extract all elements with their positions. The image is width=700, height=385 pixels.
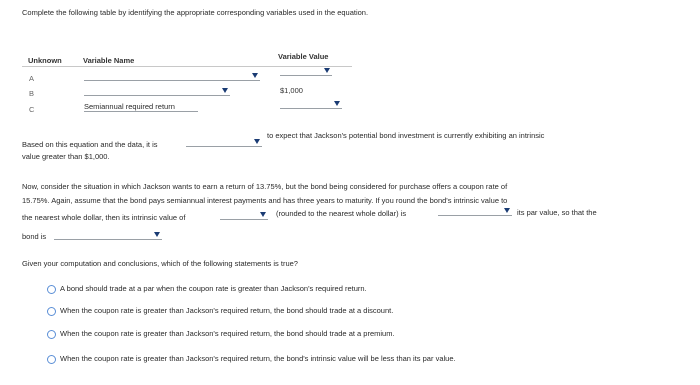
conclusion-line2: value greater than $1,000. xyxy=(22,152,110,161)
instruction-text: Complete the following table by identifying the appropriate corresponding variables used in the equation. xyxy=(22,8,369,17)
comparison-dropdown[interactable] xyxy=(438,206,512,216)
intrinsic-value-dropdown[interactable] xyxy=(220,210,268,220)
conclusion-dropdown[interactable] xyxy=(186,137,262,147)
conclusion-line1-before: Based on this equation and the data, it is xyxy=(22,140,158,149)
row-b-variable-name-dropdown[interactable] xyxy=(84,86,230,96)
chevron-down-icon xyxy=(324,68,330,73)
scenario-line3-a: the nearest whole dollar, then its intrinsic value of xyxy=(22,213,186,222)
option-label-2: When the coupon rate is greater than Jackson's required return, the bond should trade at a discount. xyxy=(60,306,394,315)
chevron-down-icon xyxy=(154,232,160,237)
scenario-line3-b: (rounded to the nearest whole dollar) is xyxy=(276,209,407,218)
chevron-down-icon xyxy=(334,101,340,106)
row-c-unknown: C xyxy=(29,105,35,114)
chevron-down-icon xyxy=(254,139,260,144)
option-radio-2[interactable] xyxy=(47,307,56,316)
bond-trade-dropdown[interactable] xyxy=(54,230,162,240)
option-label-3: When the coupon rate is greater than Jackson's required return, the bond should trade at a premium. xyxy=(60,329,395,338)
scenario-line2: 15.75%. Again, assume that the bond pays semiannual interest payments and has three years to maturity. If you round the bond's intrinsic value to xyxy=(22,196,508,205)
chevron-down-icon xyxy=(504,208,510,213)
scenario-line4: bond is xyxy=(22,232,47,241)
chevron-down-icon xyxy=(222,88,228,93)
row-b-unknown: B xyxy=(29,89,35,98)
row-b-variable-value: $1,000 xyxy=(280,86,303,95)
option-radio-4[interactable] xyxy=(47,355,56,364)
header-variable-value: Variable Value xyxy=(278,52,329,61)
row-a-variable-value-dropdown[interactable] xyxy=(280,66,332,76)
scenario-line1: Now, consider the situation in which Jackson wants to earn a return of 13.75%, but the bond being considered for purchase offers a coupon rate of xyxy=(22,182,508,191)
header-variable-name: Variable Name xyxy=(83,56,135,65)
chevron-down-icon xyxy=(252,73,258,78)
scenario-line3-c: its par value, so that the xyxy=(517,208,597,217)
row-c-variable-name: Semiannual required return xyxy=(84,102,175,111)
row-c-variable-name-underline xyxy=(84,111,198,112)
row-a-variable-name-dropdown[interactable] xyxy=(84,71,260,81)
option-label-4: When the coupon rate is greater than Jackson's required return, the bond's intrinsic value will be less than its par value. xyxy=(60,354,456,363)
option-radio-1[interactable] xyxy=(47,285,56,294)
option-radio-3[interactable] xyxy=(47,330,56,339)
row-a-unknown: A xyxy=(29,74,35,83)
row-c-variable-value-dropdown[interactable] xyxy=(280,99,342,109)
header-unknown: Unknown xyxy=(28,56,62,65)
option-label-1: A bond should trade at a par when the coupon rate is greater than Jackson's required return. xyxy=(60,284,367,293)
chevron-down-icon xyxy=(260,212,266,217)
conclusion-line1-after: to expect that Jackson's potential bond investment is currently exhibiting an intrinsic xyxy=(267,131,545,140)
question-text: Given your computation and conclusions, which of the following statements is true? xyxy=(22,259,298,268)
